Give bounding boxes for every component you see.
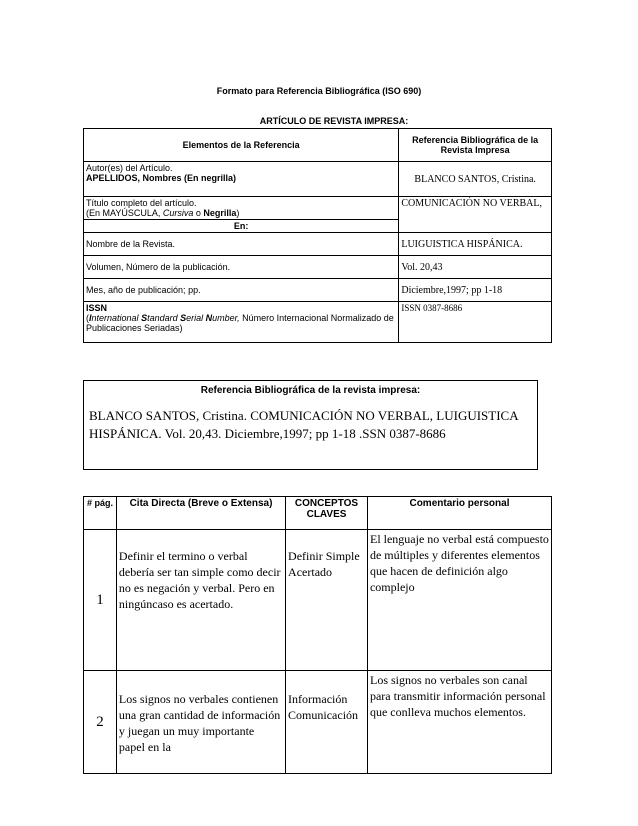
header-citation: Cita Directa (Breve o Extensa) bbox=[116, 497, 285, 530]
journal-label: Nombre de la Revista. bbox=[84, 233, 399, 256]
author-label-cell bbox=[84, 162, 399, 197]
desc-italic: umber, bbox=[212, 313, 240, 323]
desc-bold: I bbox=[89, 313, 92, 323]
article-title-label: Título completo del artículo. bbox=[86, 198, 197, 208]
table-row bbox=[84, 197, 552, 220]
desc-bold: S bbox=[141, 313, 148, 323]
format-text: o bbox=[193, 208, 204, 218]
reference-elements-table bbox=[83, 128, 552, 343]
article-title-format bbox=[86, 208, 396, 218]
table-row bbox=[84, 279, 552, 302]
header-elements: Elementos de la Referencia bbox=[84, 129, 399, 162]
citation-text: Definir el termino o verbal debería ser tan simple como decir no es negación y verbal. Pero en ningúncaso es acertado. bbox=[116, 530, 285, 671]
format-italic: Cursiva bbox=[162, 208, 194, 218]
table-row bbox=[84, 671, 552, 774]
comment-text: Los signos no verbales son canal para transmitir información personal que conlleva muchos elementos. bbox=[367, 671, 551, 774]
reference-box-header: Referencia Bibliográfica de la revista impresa: bbox=[200, 385, 421, 396]
format-bold: Negrilla bbox=[203, 208, 237, 218]
date-label: Mes, año de publicación; pp. bbox=[84, 279, 399, 302]
table-row bbox=[84, 302, 552, 343]
header-page-number: # pág. bbox=[84, 497, 117, 530]
desc-bold: S bbox=[180, 313, 187, 323]
table-header-row bbox=[84, 129, 552, 162]
author-format: APELLIDOS, Nombres (En negrilla) bbox=[86, 173, 237, 183]
table-row bbox=[84, 256, 552, 279]
table-row bbox=[84, 530, 552, 671]
header-key-concepts: CONCEPTOS CLAVES bbox=[286, 497, 368, 530]
issn-value: ISSN 0387-8686 bbox=[399, 302, 552, 343]
desc-italic: tandard bbox=[147, 313, 181, 323]
header-reference: Referencia Bibliográfica de la Revista Impresa bbox=[399, 129, 552, 162]
article-title-value: COMUNICACIÓN NO VERBAL, bbox=[399, 197, 552, 233]
desc-bold: N bbox=[205, 313, 213, 323]
en-label: En: bbox=[84, 220, 399, 233]
page-title: Formato para Referencia Bibliográfica (ISO 690) bbox=[216, 86, 422, 96]
issn-description bbox=[86, 313, 396, 333]
format-text: ) bbox=[236, 208, 240, 218]
page-subtitle: ARTÍCULO DE REVISTA IMPRESA: bbox=[259, 116, 409, 126]
issn-label: ISSN bbox=[86, 303, 108, 313]
header-comment: Comentario personal bbox=[367, 497, 551, 530]
table-header-row bbox=[84, 497, 552, 530]
article-title-label-cell bbox=[84, 197, 399, 220]
volume-label: Volumen, Número de la publicación. bbox=[84, 256, 399, 279]
page-number: 2 bbox=[84, 671, 117, 774]
journal-value: LUIGUISTICA HISPÁNICA. bbox=[399, 233, 552, 256]
desc-italic: erial bbox=[186, 313, 206, 323]
citation-text: Los signos no verbales contienen una gran cantidad de información y juegan un muy importante papel en la bbox=[116, 671, 285, 774]
citations-table bbox=[83, 496, 552, 774]
author-value: BLANCO SANTOS, Cristina. bbox=[399, 162, 552, 197]
date-value: Diciembre,1997; pp 1-18 bbox=[399, 279, 552, 302]
page-number: 1 bbox=[84, 530, 117, 671]
desc-text: Número Internacional Normalizado de Publicaciones Seriadas) bbox=[86, 313, 394, 333]
key-concepts: Información Comunicación bbox=[286, 671, 368, 774]
desc-text: ( bbox=[86, 313, 89, 323]
desc-italic: nternational bbox=[91, 313, 142, 323]
key-concepts: Definir Simple Acertado bbox=[286, 530, 368, 671]
table-row bbox=[84, 233, 552, 256]
issn-label-cell bbox=[84, 302, 399, 343]
table-row bbox=[84, 162, 552, 197]
reference-box-text: BLANCO SANTOS, Cristina. COMUNICACIÓN NO VERBAL, LUIGUISTICA HISPÁNICA. Vol. 20,43. Diciembre,1997; pp 1-18 .SSN 0387-8686 bbox=[89, 408, 518, 441]
format-text: (En MAYÚSCULA, bbox=[86, 208, 163, 218]
author-label: Autor(es) del Artículo. bbox=[86, 163, 173, 173]
comment-text: El lenguaje no verbal está compuesto de múltiples y diferentes elementos que hacen de definición algo complejo bbox=[367, 530, 551, 671]
reference-box bbox=[83, 380, 538, 470]
volume-value: Vol. 20,43 bbox=[399, 256, 552, 279]
